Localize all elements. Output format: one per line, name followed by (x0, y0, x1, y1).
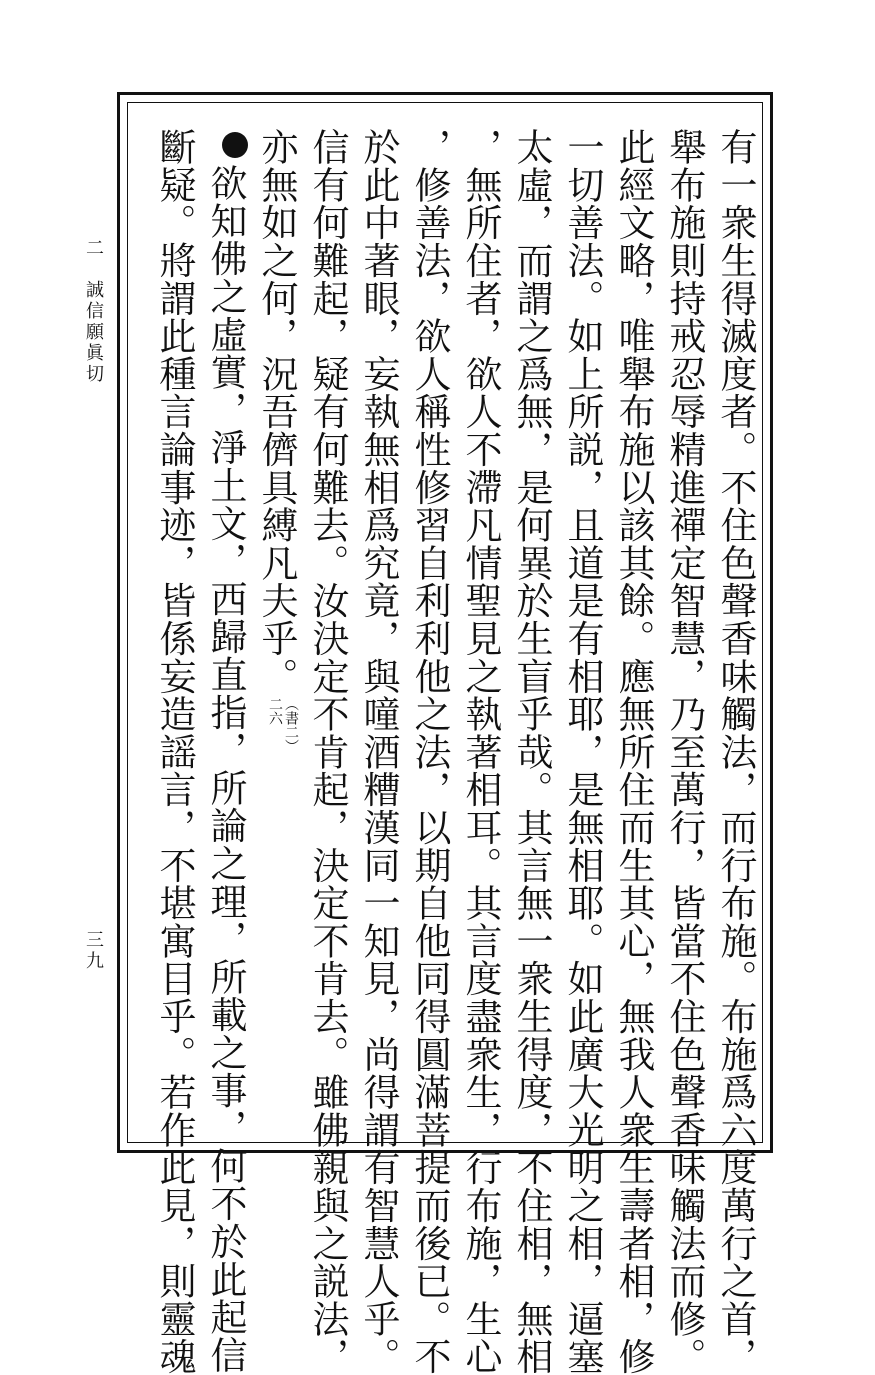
text-column-2: 舉布施則持戒忍辱精進禪定智慧，乃至萬行，皆當不住色聲香味觸法而修。 (663, 128, 706, 1375)
text-column-1: 有一衆生得滅度者。不住色聲香味觸法，而行布施。布施爲六度萬行之首， (714, 128, 757, 1375)
text-column-5: 太虛，而謂之爲無，是何異於生盲乎哉。其言無一衆生得度，不住相，無相 (510, 128, 553, 1375)
source-note-page: 二六 (267, 697, 283, 725)
bullet-icon (222, 132, 248, 158)
text-column-6: ，無所住者，欲人不滯凡情聖見之執著相耳。其言度盡衆生，行布施，生心 (459, 128, 502, 1375)
column-10-text: 亦無如之何，況吾儕具縛凡夫乎。 (255, 128, 298, 695)
running-head: 二 誠信願眞切 (83, 238, 104, 385)
column-11-text: 欲知佛之虛實，淨土文，西歸直指，所論之理，所載之事，何不於此起信 (204, 164, 247, 1374)
text-column-8: 於此中著眼，妄執無相爲究竟，與噇酒糟漢同一知見，尚得謂有智慧人乎。 (357, 128, 400, 1375)
text-column-12: 斷疑。將謂此種言論事迹，皆係妄造謡言，不堪寓目乎。若作此見，則靈魂 (153, 128, 196, 1375)
text-column-10 (253, 128, 299, 1138)
text-column-7: ，修善法，欲人稱性修習自利利他之法，以期自他同得圓滿菩提而後已。不 (408, 128, 451, 1375)
source-note (267, 697, 299, 753)
page-number: 三九 (83, 930, 104, 972)
text-column-11 (202, 128, 248, 1374)
source-note-book: （書二） (283, 697, 299, 753)
text-column-4: 一切善法。如上所説，且道是有相耶，是無相耶。如此廣大光明之相，逼塞 (561, 128, 604, 1375)
text-column-3: 此經文略，唯舉布施以該其餘。應無所住而生其心，無我人衆生壽者相，修 (612, 128, 655, 1375)
text-column-9: 信有何難起，疑有何難去。汝決定不肯起，決定不肯去。雖佛親與之説法， (306, 128, 349, 1375)
